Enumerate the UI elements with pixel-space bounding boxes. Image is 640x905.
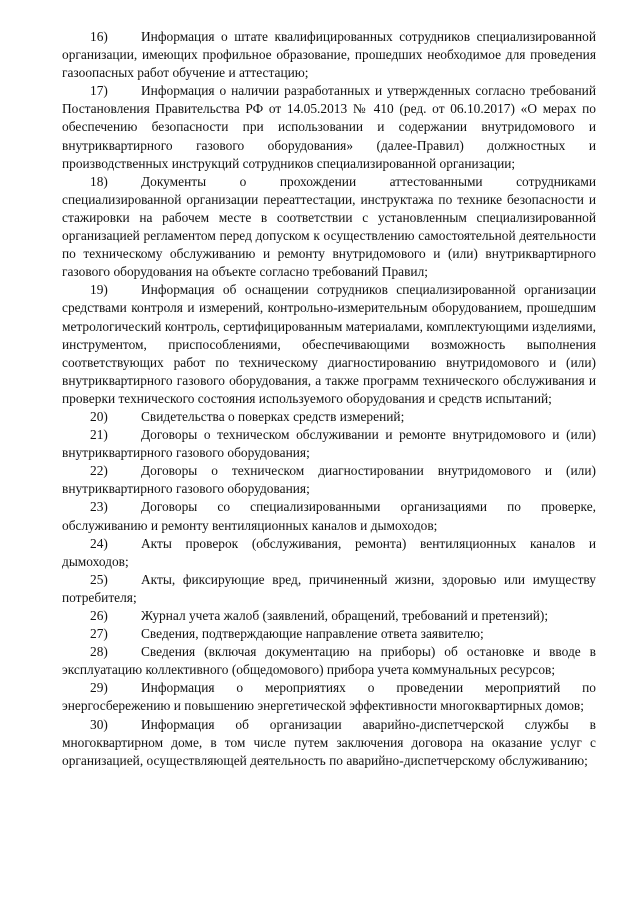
- item-number: 18): [90, 173, 108, 189]
- item-number: 22): [90, 463, 108, 479]
- item-number: 24): [90, 535, 108, 551]
- item-text: Договоры о техническом диагностировании внутридомового и (или) внутриквартирного газового оборудования;: [62, 463, 596, 497]
- item-text: Информация о наличии разработанных и утвержденных согласно требований Постановления Правительства РФ от 14.05.2013 № 410 (ред. от 06.10.2017) «О мерах по обеспечению безопасности при использовании и содержании внутридомового и внутриквартирного газового оборудования» (далее-Правил) должностных и производственных инструкций сотрудников специализированной организации;: [62, 83, 596, 171]
- list-item: [62, 535, 596, 571]
- list-item: [62, 281, 596, 408]
- list-item: [62, 571, 596, 607]
- document-page: [62, 28, 596, 770]
- list-item: [62, 643, 596, 679]
- list-item: [62, 716, 596, 770]
- item-text: Информация об оснащении сотрудников специализированной организации средствами контроля и измерений, контрольно-измерительным оборудованием, прошедшим метрологический контроль, сертифицированным материалами, комплектующими изделиями, инструментом, приспособлениями, обеспечивающими возможность выполнения соответствующих работ по техническому диагностированию внутридомового и (или) внутриквартирного газового оборудования, а также программ технического обслуживания и проверки технического состояния используемого оборудования и средств испытаний;: [62, 282, 596, 406]
- item-text: Свидетельства о поверках средств измерений;: [141, 408, 405, 424]
- item-number: 25): [90, 571, 108, 587]
- item-number: 30): [90, 716, 108, 732]
- item-text: Сведения, подтверждающие направление ответа заявителю;: [141, 626, 484, 642]
- list-item: [62, 625, 596, 643]
- list-item: [62, 498, 596, 534]
- item-number: 17): [90, 83, 108, 99]
- item-number: 26): [90, 608, 108, 623]
- item-text: Информация о мероприятиях о проведении мероприятий по энергосбережению и повышению энергетической эффективности многоквартирных домов;: [62, 680, 596, 714]
- item-number: 27): [90, 626, 108, 642]
- item-number: 23): [90, 499, 108, 515]
- list-item: [62, 173, 596, 282]
- item-text: Документы о прохождении аттестованными сотрудниками специализированной организации переаттестации, инструктажа по технике безопасности и стажировки на рабочем месте в соответствии с установленным специализированной организацией регламентом перед допуском к осуществлению самостоятельной деятельности по техническому обслуживанию и ремонту внутридомового и (или) внутриквартирного газового оборудования на объекте согласно требований Правил;: [62, 173, 596, 280]
- item-text: Договоры о техническом обслуживании и ремонте внутридомового и (или) внутриквартирного газового оборудования;: [62, 427, 596, 461]
- item-number: 16): [90, 29, 108, 44]
- list-item: [62, 462, 596, 498]
- item-text: Сведения (включая документацию на приборы) об остановке и вводе в эксплуатацию коллективного (общедомового) прибора учета коммунальных ресурсов;: [62, 644, 596, 678]
- item-text: Акты проверок (обслуживания, ремонта) вентиляционных каналов и дымоходов;: [62, 535, 596, 569]
- list-item: [62, 82, 596, 172]
- item-text: Журнал учета жалоб (заявлений, обращений, требований и претензий);: [141, 608, 549, 623]
- list-item: [62, 408, 596, 426]
- list-item: [62, 679, 596, 715]
- item-number: 29): [90, 680, 108, 696]
- item-text: Акты, фиксирующие вред, причиненный жизни, здоровью или имуществу потребителя;: [62, 571, 596, 605]
- item-number: 20): [90, 408, 108, 424]
- list-item: [62, 28, 596, 82]
- item-text: Информация о штате квалифицированных сотрудников специализированной организации, имеющих профильное образование, прошедших необходимое для проведения газоопасных работ обучение и аттестацию;: [62, 29, 596, 81]
- item-number: 28): [90, 644, 108, 660]
- item-text: Информация об организации аварийно-диспетчерской службы в многоквартирном доме, в том числе путем заключения договора на оказание услуг с организацией, осуществляющей деятельность по аварийно-диспетчерскому обслуживанию;: [62, 716, 596, 768]
- list-item: [62, 426, 596, 462]
- item-number: 21): [90, 427, 108, 443]
- list-item: [62, 607, 596, 625]
- item-text: Договоры со специализированными организациями по проверке, обслуживанию и ремонту вентиляционных каналов и дымоходов;: [62, 499, 596, 533]
- item-number: 19): [90, 282, 108, 298]
